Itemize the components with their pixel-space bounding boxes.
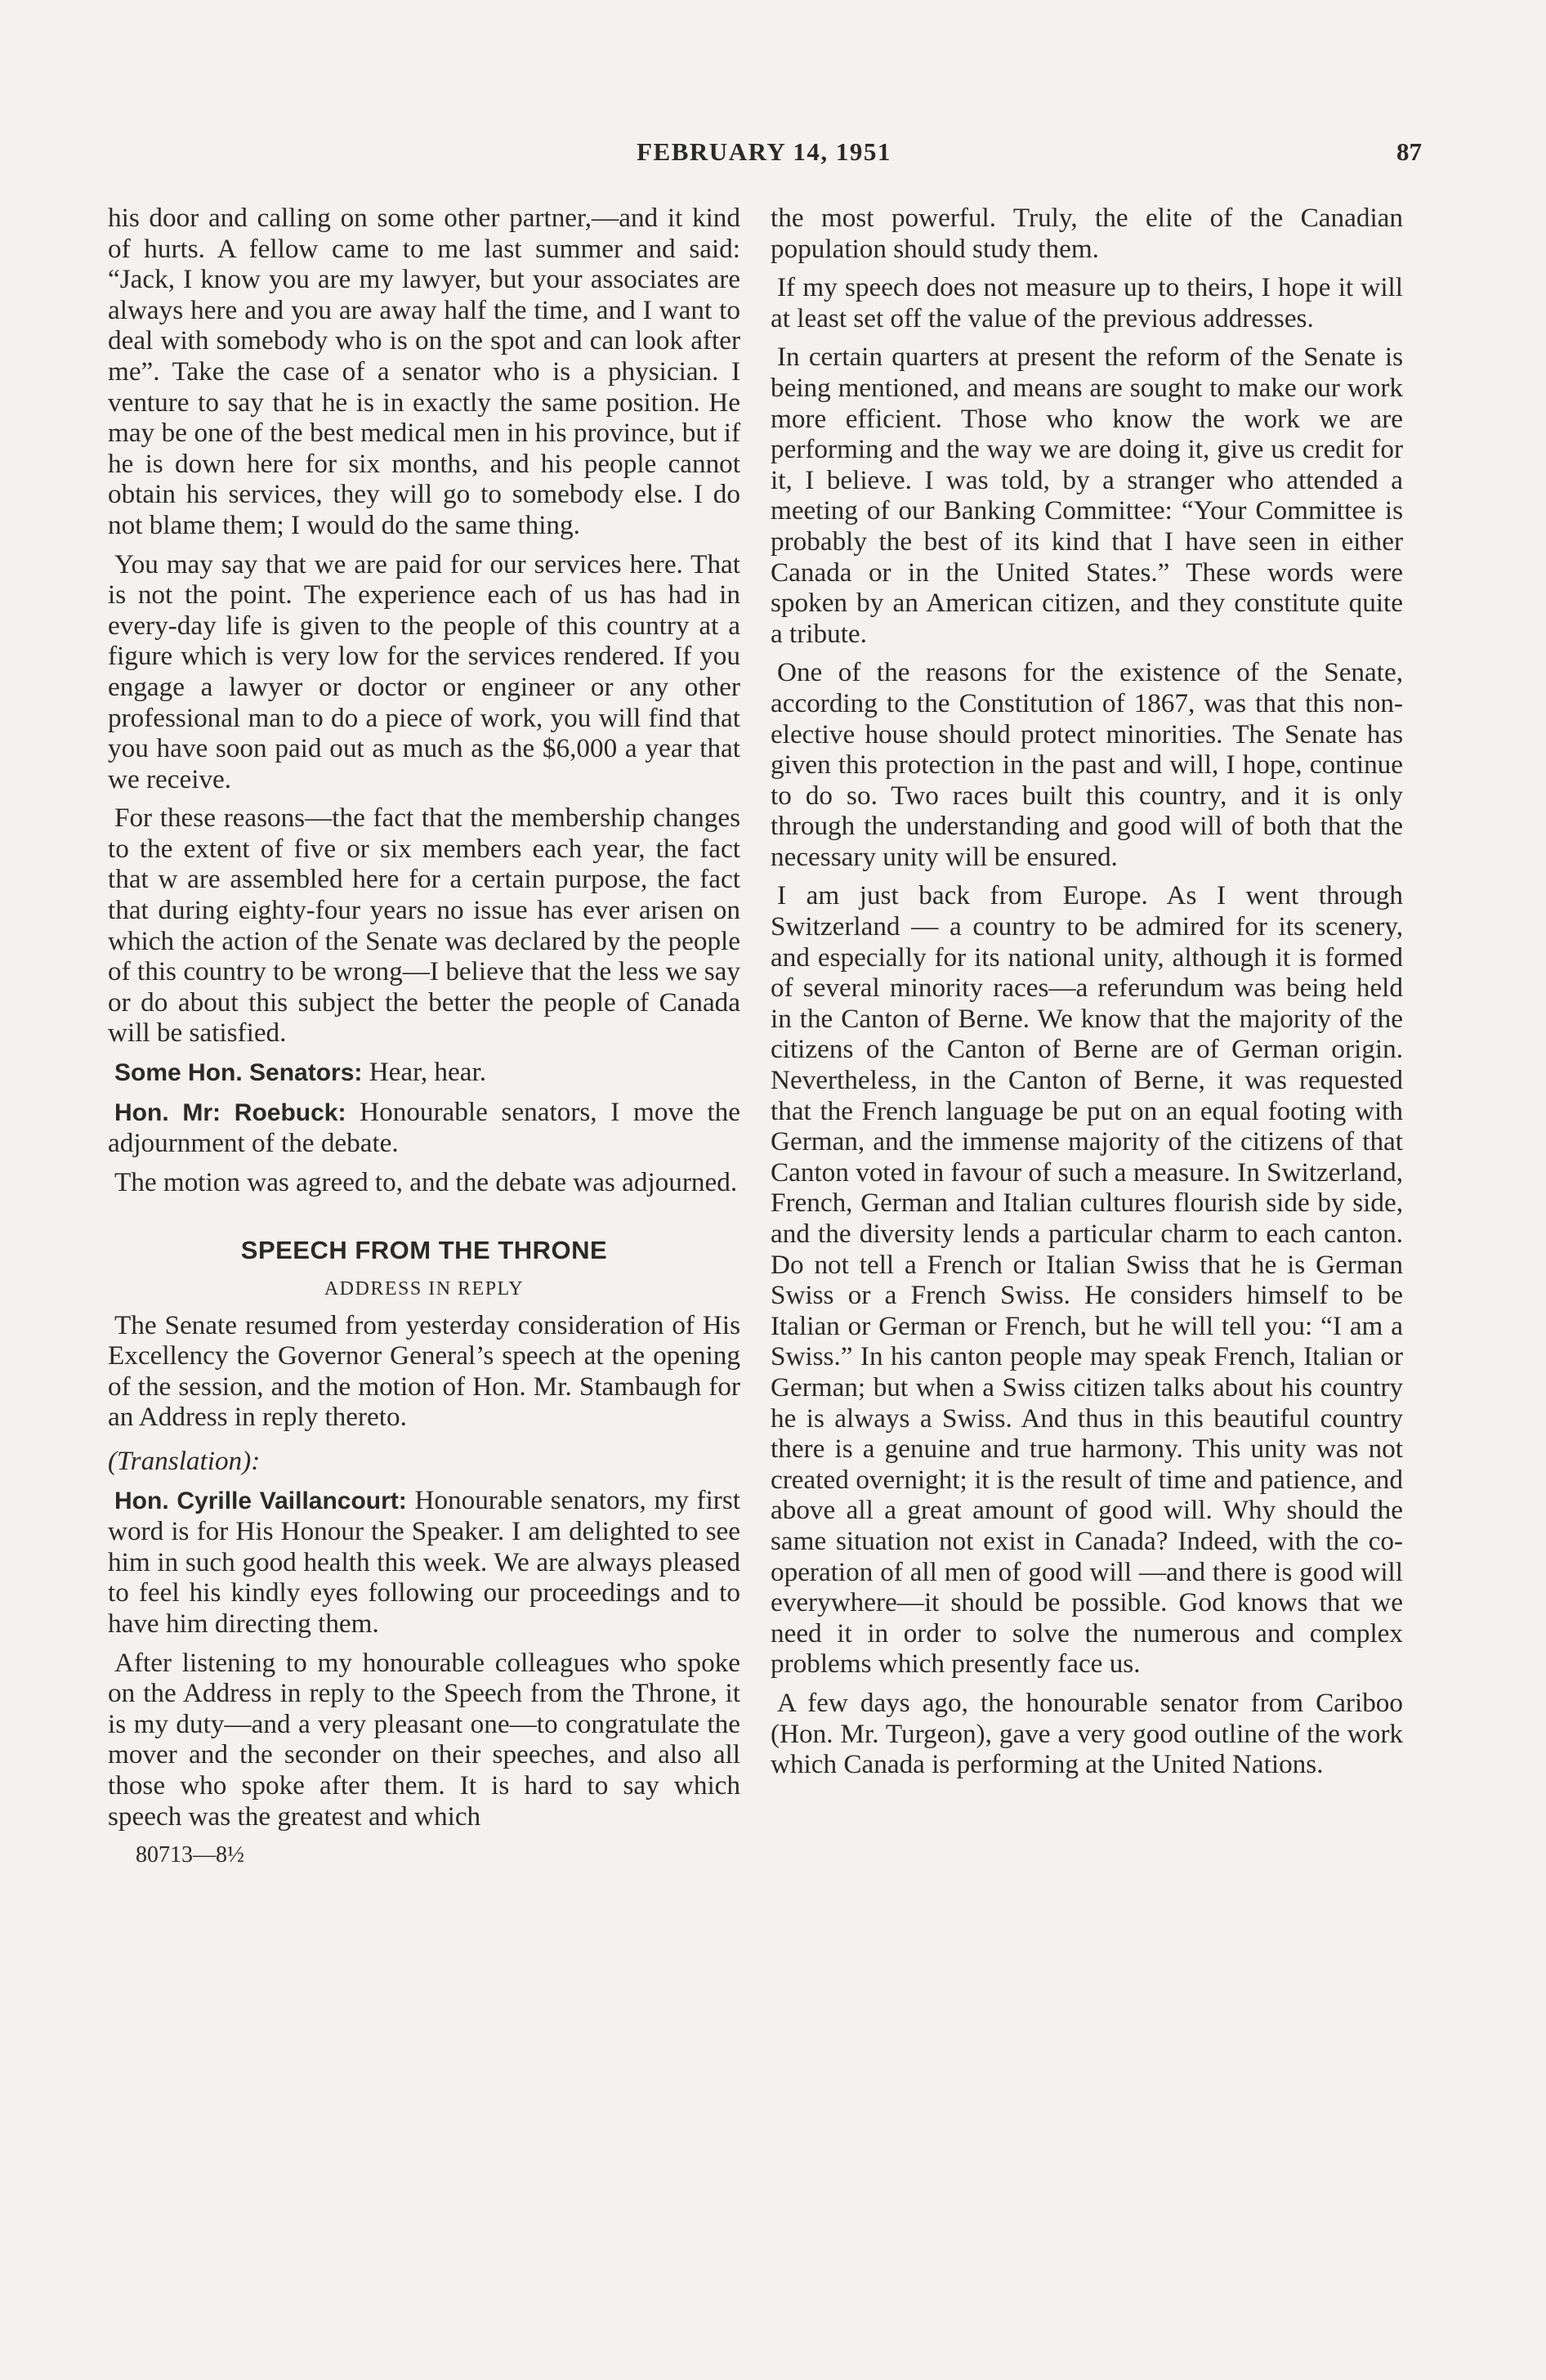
print-code: 80713—8½ bbox=[136, 1842, 244, 1868]
speaker-paragraph bbox=[108, 1485, 740, 1640]
right-column bbox=[771, 203, 1403, 1788]
paragraph: After listening to my honourable colleagues who spoke on the Address in reply to the Speech from the Throne, it is my duty—and a very pleasant one—to congratulate the mover and the seconder on their speeches, and also all those who spoke after them. It is hard to say which speech was the greatest and which bbox=[108, 1647, 740, 1832]
paragraph: the most powerful. Truly, the elite of the Canadian population should study them. bbox=[771, 203, 1403, 264]
paragraph: You may say that we are paid for our services here. That is not the point. The experience each of us has had in every-day life is given to the people of this country at a figure which is very low for the services rendered. If you engage a lawyer or doctor or engineer or any other professional man to do a piece of work, you will find that you have soon paid out as much as the $6,000 a year that we receive. bbox=[108, 548, 740, 794]
paragraph: The motion was agreed to, and the debate was adjourned. bbox=[114, 1166, 738, 1197]
paragraph: I am just back from Europe. As I went through Switzerland — a country to be admired for its scenery, and especially for its national unity, although it is formed of several minority races—a referundum was being held in the Canton of Berne. We know that the majority of the citizens of the Canton of Berne are of German origin. Nevertheless, in the Canton of Berne, it was requested that the French language be put on an equal footing with German, and the immense majority of the citizens of that Canton voted in favour of such a measure. In Switzerland, French, German and Italian cultures flourish side by side, and the diversity lends a particular charm to each canton. Do not tell a French or Italian Swiss that he is German Swiss or a French Swiss. He considers himself to be Italian or German or French, but he will tell you: “I am a Swiss.” In his canton people may speak French, Italian or German; but when a Swiss citizen talks about his country he is always a Swiss. And thus in this beautiful country there is a genuine and true harmony. This unity was not created overnight; it is the result of time and patience, and above all a great amount of good will. Why should the same situation not exist in Canada? Indeed, with the co-operation of all men of good will —and there is good will everywhere—it should be possible. God knows that we need it in order to solve the numerous and complex problems which presently face us. bbox=[771, 880, 1403, 1680]
section-heading: SPEECH FROM THE THRONE bbox=[240, 1236, 608, 1265]
paragraph: In certain quarters at present the reform of the Senate is being mentioned, and means are sought to make our work more efficient. Those who know the work we are performing and the way we are doing it, give us credit for it, I believe. I was told, by a stranger who attended a meeting of our Banking Committee: “Your Committee is probably the best of its kind that I have seen in either Canada or in the United States.” These words were spoken by an American citizen, and they constitute quite a tribute. bbox=[771, 342, 1403, 649]
paragraph: For these reasons—the fact that the membership changes to the extent of five or six members each year, the fact that w are assembled here for a certain purpose, the fact that during eighty-four years no issue has ever arisen on which the action of the Senate was declared by the people of this country to be wrong—I believe that the less we say or do about this subject the better the people of Canada will be satisfied. bbox=[108, 803, 740, 1049]
left-column bbox=[108, 203, 740, 1871]
header-date: FEBRUARY 14, 1951 bbox=[637, 137, 891, 166]
section-subheading: ADDRESS IN REPLY bbox=[324, 1278, 525, 1300]
page-number: 87 bbox=[1396, 137, 1422, 166]
speaker-name: Hon. Mr: Roebuck: bbox=[114, 1098, 346, 1126]
paragraph: The Senate resumed from yesterday consideration of His Excellency the Governor General’s speech at the opening of the session, and the motion of Hon. Mr. Stambaugh for an Address in reply thereto. bbox=[108, 1309, 740, 1433]
paragraph: If my speech does not measure up to theirs, I hope it will at least set off the value of the previous addresses. bbox=[771, 272, 1403, 333]
page-header bbox=[106, 137, 1422, 170]
speech-text: Honourable senators, I move the adjournment of the debate. bbox=[108, 1096, 740, 1159]
speaker-paragraph bbox=[108, 1057, 740, 1089]
paragraph: his door and calling on some other partner,—and it kind of hurts. A fellow came to me last summer and said: “Jack, I know you are my lawyer, but your associates are always here and you are away half the time, and I want to deal with somebody who is on the spot and can look after me”. Take the case of a senator who is a physician. I venture to say that he is in exactly the same position. He may be one of the best medical men in his province, but if he is down here for six months, and his people cannot obtain his services, they will go to somebody else. I do not blame them; I would do the same thing. bbox=[108, 203, 740, 540]
translation-note: (Translation): bbox=[108, 1445, 261, 1476]
paragraph: One of the reasons for the existence of the Senate, according to the Constitution of 1867, was that this non-elective house should protect minorities. The Senate has given this protection in the past and will, I hope, continue to do so. Two races built this country, and it is only through the understanding and good will of both that the necessary unity will be ensured. bbox=[771, 657, 1403, 872]
paragraph: A few days ago, the honourable senator from Cariboo (Hon. Mr. Turgeon), gave a very good outline of the work which Canada is performing at the United Nations. bbox=[771, 1687, 1403, 1780]
speaker-name: Hon. Cyrille Vaillancourt: bbox=[114, 1487, 407, 1514]
speaker-paragraph bbox=[108, 1097, 740, 1159]
speech-text: Hear, hear. bbox=[362, 1057, 487, 1088]
speaker-name: Some Hon. Senators: bbox=[114, 1059, 363, 1087]
speech-text: Honourable senators, my first word is for His Honour the Speaker. I am delighted to see him in such good health this week. We are always pleased to feel his kindly eyes following our proceedings and to have him directing them. bbox=[108, 1484, 740, 1639]
